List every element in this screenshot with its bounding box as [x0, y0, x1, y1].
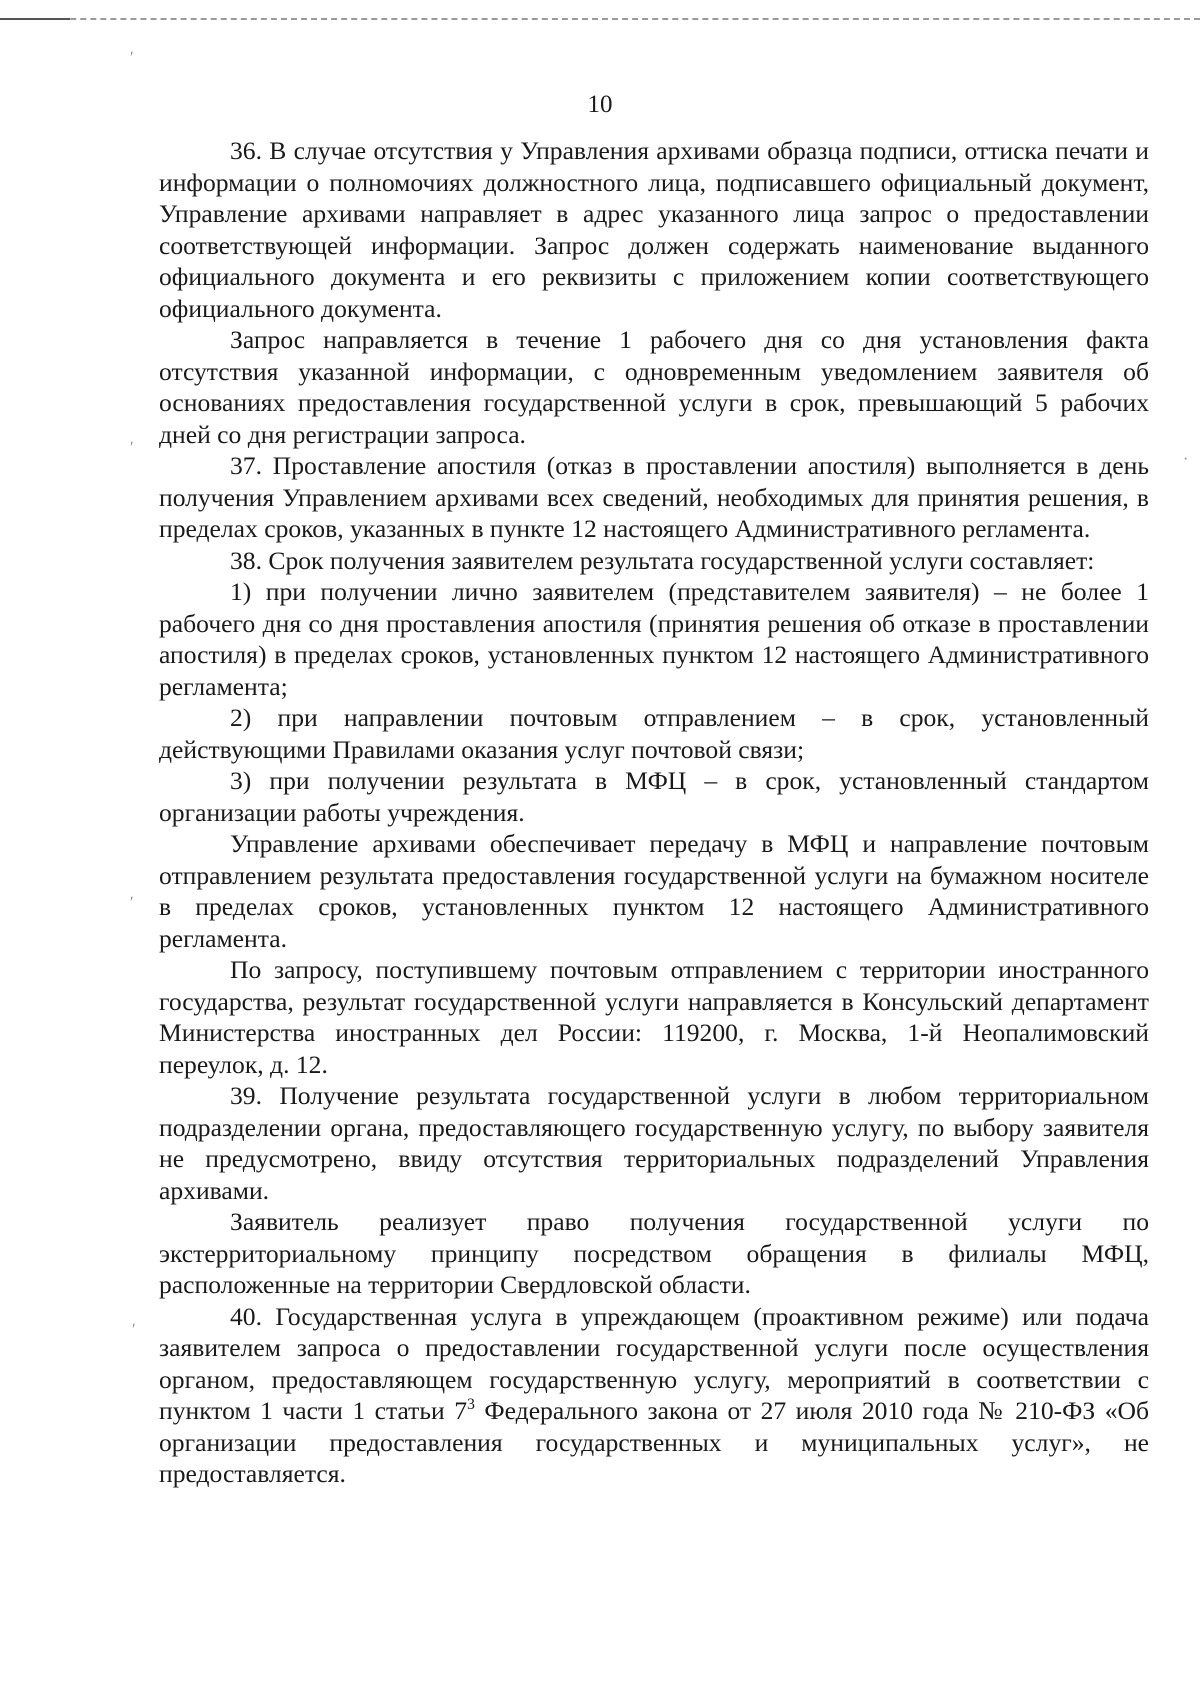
- article-superscript: 3: [467, 1396, 475, 1414]
- paragraph-37: 37. Проставление апостиля (отказ в проставлении апостиля) выполняется в день получения Управлением архивами всех сведений, необходимых для принятия решения, в пределах сроков, указанных в пункте 12 настоящего Административного регламента.: [159, 451, 1149, 543]
- scan-speck: ·: [1183, 451, 1189, 468]
- paragraph-38-item-2: 2) при направлении почтовым отправлением – в срок, установленный действующими Правилами оказания услуг почтовой связи;: [159, 703, 1149, 764]
- paragraph-38-item-3: 3) при получении результата в МФЦ – в срок, установленный стандартом организации работы учреждения.: [159, 766, 1149, 827]
- scan-top-edge-line: [0, 18, 1200, 20]
- scan-speck: ʹ: [130, 894, 134, 911]
- paragraph-39: 39. Получение результата государственной услуги в любом территориальном подразделении органа, предоставляющего государственную услугу, по выбору заявителя не предусмотрено, ввиду отсутствия территориальных подразделений Управления архивами.: [159, 1081, 1149, 1205]
- paragraph-40-text-end: Федерального закона от 27 июля 2010 года № 210-ФЗ «Об организации предоставления государственных и муниципальных услуг», не предоставляется.: [159, 1396, 1150, 1488]
- paragraph-40-text-start: 40. Государственная услуга в упреждающем (проактивном режиме) или подача заявителем запроса о предоставлении государственной услуги после осуществления органом, предоставляющем государственную услугу, мероприятий в соответствии с пунктом 1 части 1 статьи 7: [159, 1301, 1149, 1425]
- paragraph-36-request: Запрос направляется в течение 1 рабочего дня со дня установления факта отсутствия указанной информации, с одновременным уведомлением заявителя об основаниях предоставления государственной услуги в срок, превышающий 5 рабочих дней со дня регистрации запроса.: [159, 325, 1149, 449]
- paragraph-39-extraterritorial: Заявитель реализует право получения государственной услуги по экстерриториальному принципу посредством обращения в филиалы МФЦ, расположенные на территории Свердловской области.: [159, 1207, 1149, 1299]
- paragraph-mfc-delivery: Управление архивами обеспечивает передачу в МФЦ и направление почтовым отправлением результата предоставления государственной услуги на бумажном носителе в пределах сроков, установленных пунктом 12 настоящего Административного регламента.: [159, 829, 1149, 953]
- paragraph-foreign-request: По запросу, поступившему почтовым отправлением с территории иностранного государства, результат государственной услуги направляется в Консульский департамент Министерства иностранных дел России: 119200, г. Москва, 1-й Неопалимовский переулок, д. 12.: [159, 955, 1149, 1079]
- scan-speck: ʹ: [132, 1321, 136, 1338]
- scan-speck: ʹ: [130, 49, 134, 66]
- scan-top-edge-mark: [0, 18, 70, 20]
- paragraph-38: 38. Срок получения заявителем результата государственной услуги составляет:: [230, 545, 1095, 575]
- scan-speck: ʹ: [130, 439, 134, 456]
- paragraph-40: [159, 1301, 1149, 1490]
- paragraph-36: 36. В случае отсутствия у Управления архивами образца подписи, оттиска печати и информации о полномочиях должностного лица, подписавшего официальный документ, Управление архивами направляет в адрес указанного лица запрос о предоставлении соответствующей информации. Запрос должен содержать наименование выданного официального документа и его реквизиты с приложением копии соответствующего официального документа.: [159, 136, 1149, 323]
- page-number: 10: [587, 91, 613, 118]
- document-body: [159, 135, 1149, 1490]
- paragraph-38-item-1: 1) при получении лично заявителем (представителем заявителя) – не более 1 рабочего дня со дня проставления апостиля (принятия решения об отказе в проставлении апостиля) в пределах сроков, установленных пунктом 12 настоящего Административного регламента;: [159, 577, 1149, 701]
